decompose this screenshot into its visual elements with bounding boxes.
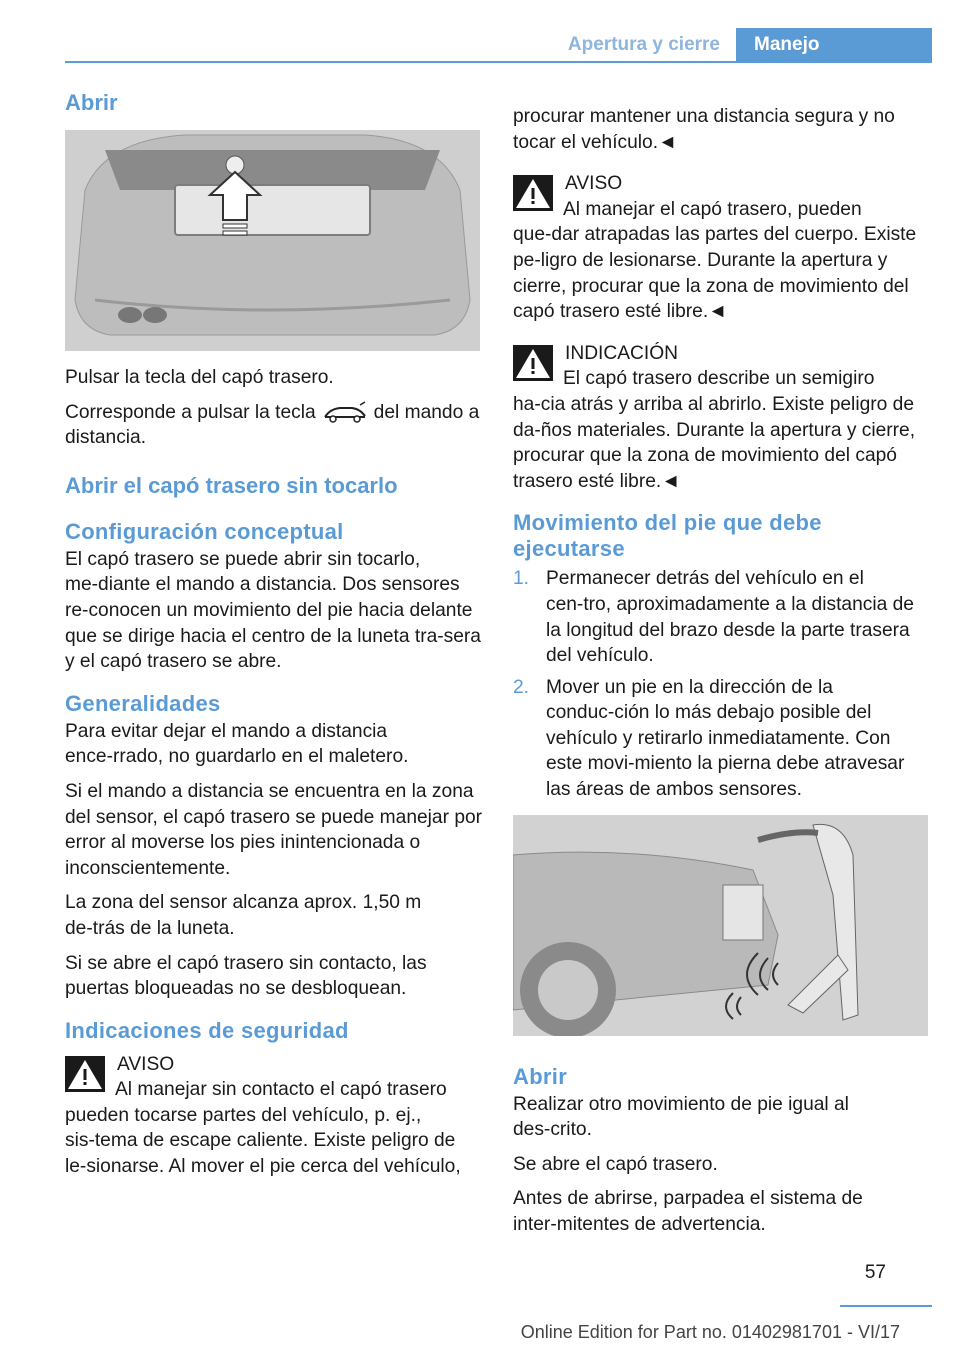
notice-block [513, 341, 931, 495]
foot-gesture-image [513, 815, 928, 1036]
step-number: 1. [513, 568, 530, 590]
header-rule [65, 61, 932, 63]
paragraph-corresponde-after: del mando a distancia. [65, 401, 480, 449]
warning-2-label: AVISO [565, 173, 623, 195]
car-rear-image [65, 130, 480, 351]
heading-movimiento: Movimiento del pie que debe ejecutarse [513, 510, 822, 562]
car-trunk-key-icon [322, 401, 368, 425]
paragraph-corresponde-before: Corresponde a pulsar la tecla [65, 401, 316, 423]
header-section-title: Apertura y cierre [567, 34, 720, 55]
warning-block-2 [513, 171, 931, 325]
paragraph-gen-4: Si se abre el capó trasero sin contacto, las puertas bloqueadas no se desbloquean. [65, 952, 427, 1000]
car-trunk-button-illustration [65, 130, 480, 351]
warning-triangle-icon [65, 1056, 105, 1092]
left-column [65, 90, 483, 1189]
notice-triangle-icon [513, 345, 553, 381]
heading-abrir-2: Abrir [513, 1063, 568, 1089]
heading-generalidades: Generalidades [65, 690, 221, 716]
paragraph-pulsar: Pulsar la tecla del capó trasero. [65, 367, 334, 388]
heading-sin-tocarlo: Abrir el capó trasero sin tocarlo [65, 472, 398, 498]
step-item [513, 675, 931, 803]
paragraph-corresponde [65, 400, 483, 451]
edition-footer: Online Edition for Part no. 01402981701 - VI/17 [520, 1322, 900, 1342]
paragraph-configuracion: El capó trasero se puede abrir sin tocarlo, me‑diante el mando a distancia. Dos sensores re‑conocen un movimiento del pie hacia delante que se dirige hacia el centro de la luneta tra‑sera y el capó trasero se abre. [65, 548, 481, 673]
warning-triangle-icon [513, 175, 553, 211]
right-column [513, 104, 931, 1247]
warning-block-1 [65, 1052, 483, 1180]
warning-2-text: Al manejar el capó trasero, pueden que‑dar atrapadas las partes del cuerpo. Existe pe‑ligro de lesionarse. Durante la apertura y cierre, procurar que la zona de movimiento del capó trasero esté libre.◄ [513, 198, 917, 323]
paragraph-gen-1: Para evitar dejar el mando a distancia ence‑rrado, no guardarlo en el maletero. [65, 720, 409, 768]
notice-label: INDICACIÓN [565, 342, 678, 364]
paragraph-gen-3: La zona del sensor alcanza aprox. 1,50 m de‑trás de la luneta. [65, 892, 422, 939]
warning-1-text: Al manejar sin contacto el capó trasero pueden tocarse partes del vehículo, p. ej., sis‑tema de escape caliente. Existe peligro de le‑sionarse. Al mover el pie cerca del vehículo, [65, 1079, 461, 1178]
step-text: Permanecer detrás del vehículo en el cen‑tro, aproximadamente a la distancia de la longitud del brazo desde la parte trasera del vehículo. [546, 568, 914, 667]
warning-1-label: AVISO [117, 1053, 175, 1075]
paragraph-abrir-1: Realizar otro movimiento de pie igual al des‑crito. [513, 1093, 849, 1141]
heading-abrir: Abrir [65, 90, 118, 115]
foot-gesture-illustration [513, 815, 928, 1036]
heading-seguridad: Indicaciones de seguridad [65, 1017, 349, 1043]
footer-rule [840, 1305, 932, 1307]
page-number: 57 [864, 1262, 886, 1283]
step-item [513, 566, 931, 668]
step-number: 2. [513, 676, 530, 698]
step-text: Mover un pie en la dirección de la conduc‑ción lo más debajo posible del vehículo y retirarlo inmediatamente. Con este movi‑miento la pierna debe atravesar las áreas de ambos sensores. [546, 676, 905, 801]
paragraph-abrir-3: Antes de abrirse, parpadea el sistema de inter‑mitentes de advertencia. [513, 1188, 863, 1236]
paragraph-continuation: procurar mantener una distancia segura y no tocar el vehículo.◄ [513, 106, 895, 153]
steps-list [513, 566, 931, 802]
notice-text: El capó trasero describe un semigiro ha‑cia atrás y arriba al abrirlo. Existe peligro de da‑ños materiales. Durante la apertura y cierre, procurar que la zona de movimiento del capó trasero esté libre.◄ [513, 368, 916, 492]
paragraph-gen-2: Si el mando a distancia se encuentra en la zona del sensor, el capó trasero se puede manejar por error al moverse los pies inintencionada o inconscientemente. [65, 780, 483, 879]
paragraph-abrir-2: Se abre el capó trasero. [513, 1153, 718, 1175]
heading-configuracion: Configuración conceptual [65, 518, 344, 544]
header-chapter-tab: Manejo [736, 28, 932, 61]
